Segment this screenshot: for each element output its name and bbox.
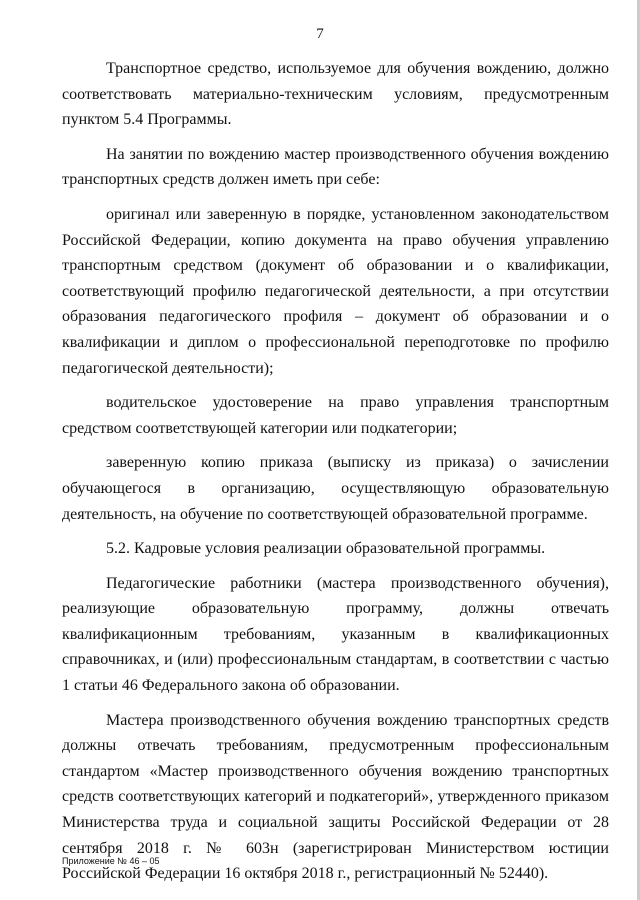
page-body [62,56,609,887]
section-heading-5-2: 5.2. Кадровые условия реализации образовательной программы. [106,540,546,558]
paragraph-driver-license: водительское удостоверение на право управления транспортным средством соответствующей категории или подкатегории; [62,394,609,437]
paragraph-driving-masters: Мастера производственного обучения вождению транспортных средств должны отвечать требованиям, предусмотренным профессиональным стандартом «Мастер производственного обучения вождению транспортных средств соответствующих категорий и подкатегорий», утвержденного приказом Министерства труда и социальной защиты Российской Федерации от 28 сентября 2018 г. № 603н (зарегистрирован Министерством юстиции Российской Федерации 16 октября 2018 г., регистрационный № 52440). [62,711,609,883]
paragraph-vehicle-requirements: Транспортное средство, используемое для обучения вождению, должно соответствовать материально-техническим условиям, предусмотренным пунктом 5.4 Программы. [62,60,609,129]
page-number: 7 [316,26,324,42]
paragraph-enrollment-order: заверенную копию приказа (выписку из приказа) о зачислении обучающегося в организацию, осуществляющую образовательную деятельность, на обучение по соответствующей образовательной программе. [62,454,609,523]
paragraph-teaching-staff: Педагогические работники (мастера производственного обучения), реализующие образовательную программу, должны отвечать квалификационным требованиям, указанным в квалификационных справочниках, и (или) профессиональным стандартам, в соответствии с частью 1 статьи 46 Федерального закона об образовании. [62,574,609,695]
paragraph-original-document: оригинал или заверенную в порядке, установленном законодательством Российской Федерации, копию документа на право обучения управлению транспортным средством (документ об образовании и о квалификации, соответствующий профилю педагогической деятельности, а при отсутствии образования педагогического профиля – документ об образовании и о квалификации и диплом о профессиональной переподготовке по профилю педагогической деятельности); [62,205,609,377]
page-footer: Приложение № 46 – 05 [62,856,160,866]
paragraph-driving-lesson: На занятии по вождению мастер производственного обучения вождению транспортных средств должен иметь при себе: [62,145,609,189]
